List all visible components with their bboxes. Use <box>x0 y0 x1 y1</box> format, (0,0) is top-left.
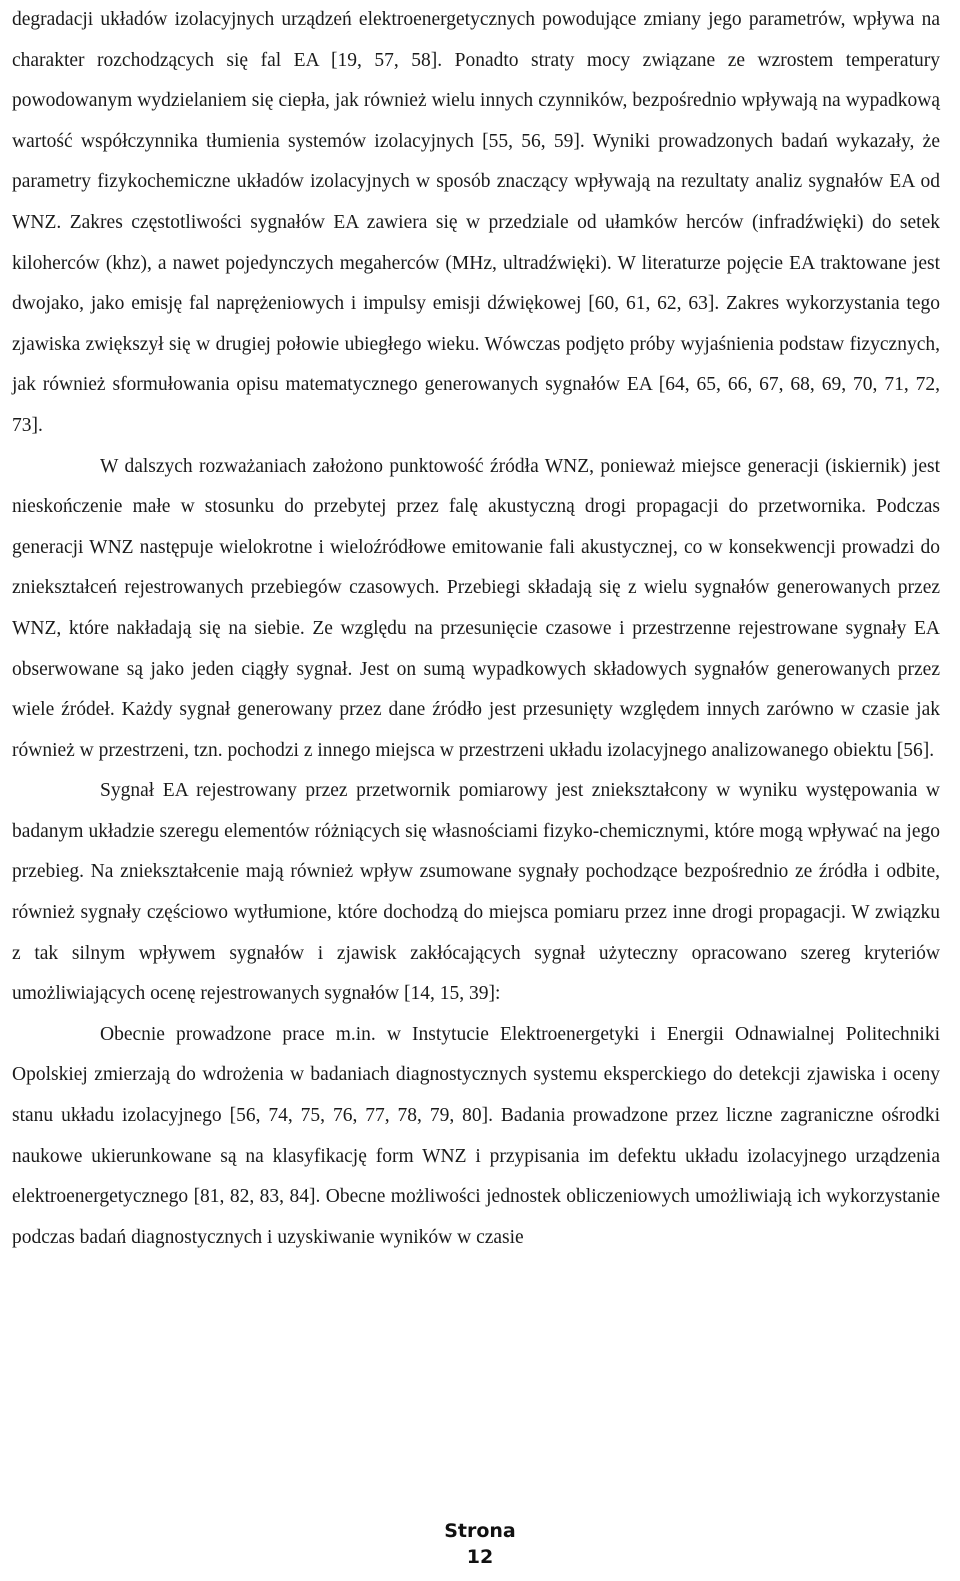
page-footer <box>0 1518 960 1570</box>
paragraph-1: degradacji układów izolacyjnych urządzeń elektroenergetycznych powodujące zmiany jego parametrów, wpływa na charakter rozchodzących się fal EA [19, 57, 58]. Ponadto straty mocy związane ze wzrostem temperatury powodowanym wydzielaniem się ciepła, jak również wielu innych czynników, bezpośrednio wpływają na wypadkową wartość współczynnika tłumienia systemów izolacyjnych [55, 56, 59]. Wyniki prowadzonych badań wykazały, że parametry fizykochemiczne układów izolacyjnych w sposób znaczący wpływają na rezultaty analiz sygnałów EA od WNZ. Zakres częstotliwości sygnałów EA zawiera się w przedziale od ułamków herców (infradźwięki) do setek kiloherców (khz), a nawet pojedynczych megaherców (MHz, ultradźwięki). W literaturze pojęcie EA traktowane jest dwojako, jako emisję fal naprężeniowych i impulsy emisji dźwiękowej [60, 61, 62, 63]. Zakres wykorzystania tego zjawiska zwiększył się w drugiej połowie ubiegłego wieku. Wówczas podjęto próby wyjaśnienia podstaw fizycznych, jak również sformułowania opisu matematycznego generowanych sygnałów EA [64, 65, 66, 67, 68, 69, 70, 71, 72, 73]. <box>12 9 940 436</box>
paragraph-2: W dalszych rozważaniach założono punktowość źródła WNZ, ponieważ miejsce generacji (iskiernik) jest nieskończenie małe w stosunku do przebytej przez falę akustyczną drogi propagacji do przetwornika. Podczas generacji WNZ następuje wielokrotne i wieloźródłowe emitowanie fali akustycznej, co w konsekwencji prowadzi do zniekształceń rejestrowanych przebiegów czasowych. Przebiegi składają się z wielu sygnałów generowanych przez WNZ, które nakładają się na siebie. Ze względu na przesunięcie czasowe i przestrzenne rejestrowane sygnały EA obserwowane są jako jeden ciągły sygnał. Jest on sumą wypadkowych składowych sygnałów generowanych przez wiele źródeł. Każdy sygnał generowany przez dane źródło jest przesunięty względem innych zarówno w czasie jak również w przestrzeni, tzn. pochodzi z innego miejsca w przestrzeni układu izolacyjnego analizowanego obiektu [56]. <box>12 455 940 761</box>
page-number: 12 <box>466 1546 494 1568</box>
paragraph-3: Sygnał EA rejestrowany przez przetwornik pomiarowy jest zniekształcony w wyniku występowania w badanym układzie szeregu elementów różniących się własnościami fizyko-chemicznymi, które mogą wpływać na jego przebieg. Na zniekształcenie mają również wpływ zsumowane sygnały pochodzące bezpośrednio ze źródła i odbite, również sygnały częściowo wytłumione, które dochodzą do miejsca pomiaru przez inne drogi propagacji. W związku z tak silnym wpływem sygnałów i zjawisk zakłócających sygnał użyteczny opracowano szereg kryteriów umożliwiających ocenę rejestrowanych sygnałów [14, 15, 39]: <box>12 780 940 1005</box>
paragraph-4: Obecnie prowadzone prace m.in. w Instytucie Elektroenergetyki i Energii Odnawialnej Politechniki Opolskiej zmierzają do wdrożenia w badaniach diagnostycznych systemu eksperckiego do detekcji zjawiska i oceny stanu układu izolacyjnego [56, 74, 75, 76, 77, 78, 79, 80]. Badania prowadzone przez liczne zagraniczne ośrodki naukowe ukierunkowane są na klasyfikację form WNZ i przypisania im defektu układu izolacyjnego urządzenia elektroenergetycznego [81, 82, 83, 84]. Obecne możliwości jednostek obliczeniowych umożliwiają ich wykorzystanie podczas badań diagnostycznych i uzyskiwanie wyników w czasie <box>12 1023 940 1248</box>
page-label: Strona <box>444 1520 516 1542</box>
document-body <box>12 0 940 1258</box>
